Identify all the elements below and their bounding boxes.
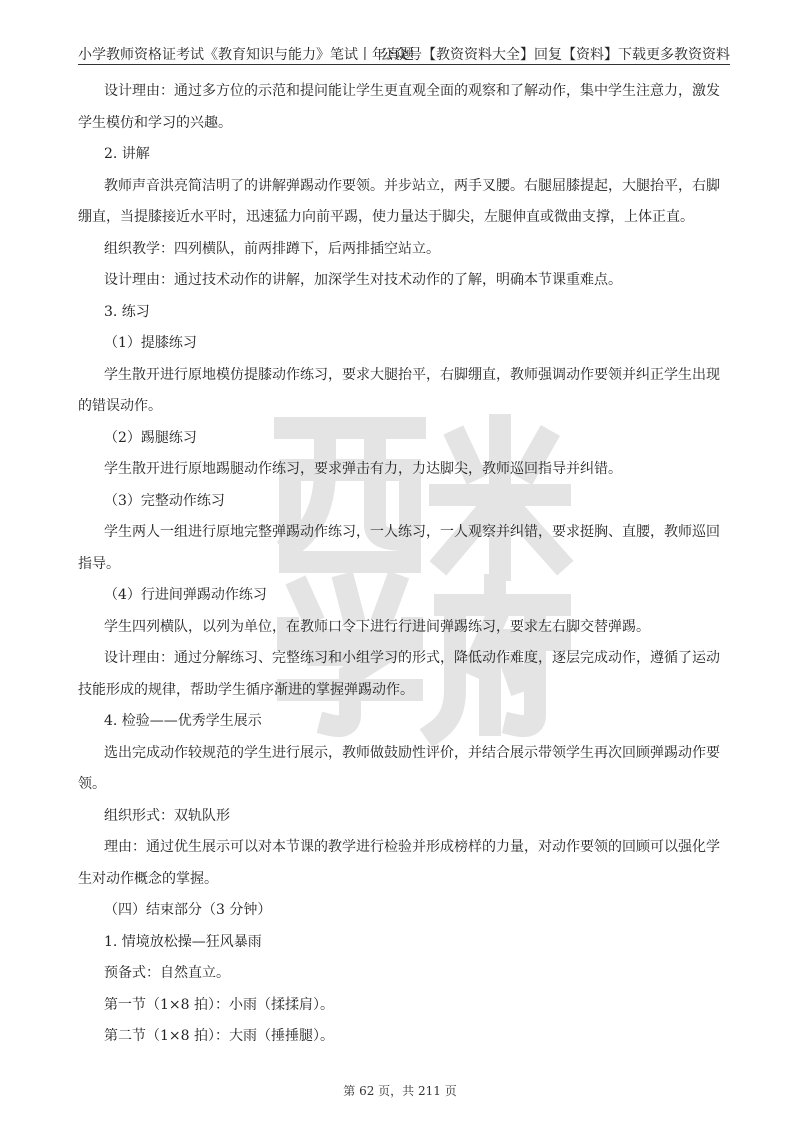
paragraph: 第一节（1×8 拍）：小雨（揉揉肩）。 [104, 996, 334, 1013]
header-right-note: 公众号【教资资料大全】回复【资料】下载更多教资资料 [380, 47, 730, 63]
subsection-heading: （1）提膝练习 [104, 335, 197, 351]
main-content [78, 76, 726, 1053]
paragraph: 组织教学：四列横队，前两排蹲下，后两排插空站立。 [104, 240, 440, 257]
paragraph: 学生散开进行原地踢腿动作练习，要求弹击有力，力达脚尖，教师巡回指导并纠错。 [104, 461, 622, 477]
section-heading: 1. 情境放松操—狂风暴雨 [104, 933, 262, 950]
paragraph: 第二节（1×8 拍）：大雨（捶捶腿）。 [104, 1028, 334, 1044]
paragraph: 学生散开进行原地模仿提膝动作练习，要求大腿抬平，右脚绷直，教师强调动作要领并纠正学生出现 的错误动作。 [78, 366, 720, 414]
section-heading: 2. 讲解 [104, 146, 150, 162]
page-header [78, 40, 730, 65]
paragraph: 设计理由：通过分解练习、完整练习和小组学习的形式，降低动作难度，逐层完成动作，遵循了运动 技能形成的规律，帮助学生循序渐进的掌握弹踢动作。 [78, 650, 720, 698]
section-heading: 3. 练习 [104, 303, 150, 320]
paragraph: 理由：通过优生展示可以对本节课的教学进行检验并形成榜样的力量，对动作要领的回顾可以强化学 生对动作概念的掌握。 [78, 839, 720, 887]
subsection-heading: （4）行进间弹踢动作练习 [104, 587, 267, 603]
section-heading: 4. 检验——优秀学生展示 [104, 713, 262, 729]
paragraph: 学生四列横队，以列为单位，在教师口令下进行行进间弹踢练习，要求左右脚交替弹踢。 [104, 618, 650, 635]
subsection-heading: （2）踢腿练习 [104, 429, 197, 446]
section-heading: （四）结束部分（3 分钟） [104, 902, 272, 918]
paragraph: 教师声音洪亮简洁明了的讲解弹踢动作要领。并步站立，两手叉腰。右腿屈膝提起，大腿抬平，右脚 绷直，当提膝接近水平时，迅速猛力向前平踢，使力量达于脚尖，左腿伸直或微曲支撑，上体正直。 [78, 177, 720, 225]
paragraph: 预备式：自然直立。 [104, 965, 230, 981]
paragraph: 组织形式：双轨队形 [104, 807, 230, 824]
page-number-footer: 第 62 页，共 211 页 [343, 1084, 457, 1098]
header-left-title: 小学教师资格证考试《教育知识与能力》笔试丨年真题 [78, 47, 414, 63]
paragraph: 学生两人一组进行原地完整弹踢动作练习，一人练习，一人观察并纠错，要求挺胸、直腰，教师巡回 指导。 [78, 524, 720, 572]
paragraph: 设计理由：通过多方位的示范和提问能让学生更直观全面的观察和了解动作，集中学生注意力，激发 学生模仿和学习的兴趣。 [78, 83, 720, 131]
paragraph: 设计理由：通过技术动作的讲解，加深学生对技术动作的了解，明确本节课重难点。 [104, 272, 622, 288]
paragraph: 选出完成动作较规范的学生进行展示，教师做鼓励性评价，并结合展示带领学生再次回顾弹踢动作要 领。 [78, 744, 720, 792]
subsection-heading: （3）完整动作练习 [104, 492, 225, 509]
